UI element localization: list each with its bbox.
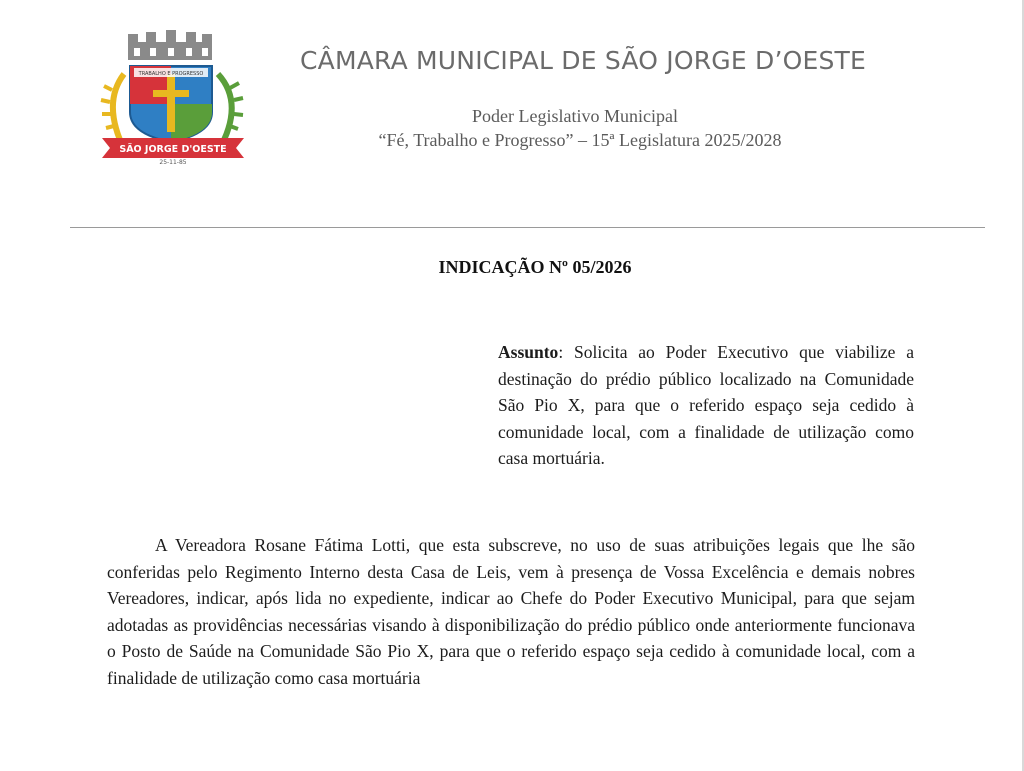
subject-text: : Solicita ao Poder Executivo que viabilize a destinação do prédio público localizado na Comunidade São Pio X, para que o referido espaço seja cedido à comunidade local, com a finalidade de utilização como casa mortuária.: [498, 342, 914, 468]
logo-date-text: 25-11-85: [159, 159, 187, 166]
header-subtitle-2: “Fé, Trabalho e Progresso” – 15ª Legislatura 2025/2028: [378, 130, 782, 150]
document-title: INDICAÇÃO Nº 05/2026: [438, 257, 632, 277]
header-subtitle-1: Poder Legislativo Municipal: [472, 106, 678, 126]
subject-block: [498, 339, 914, 472]
logo-shield-text: TRABALHO E PROGRESSO: [138, 71, 204, 77]
header-divider: [70, 227, 985, 228]
municipal-coat-of-arms-logo: [98, 30, 248, 166]
body-paragraph: A Vereadora Rosane Fátima Lotti, que esta subscreve, no uso de suas atribuições legais que lhe são conferidas pelo Regimento Interno desta Casa de Leis, vem à presença de Vossa Excelência e demais nobres Vereadores, indicar, após lida no expediente, indicar ao Chefe do Poder Executivo Municipal, para que sejam adotadas as providências necessárias visando à disponibilização do prédio público onde anteriormente funcionava o Posto de Saúde na Comunidade São Pio X, para que o referido espaço seja cedido à comunidade local, com a finalidade de utilização como casa mortuária: [107, 535, 915, 688]
logo-banner-text: SÃO JORGE D'OESTE: [119, 144, 227, 155]
subject-label: Assunto: [498, 342, 559, 362]
organization-name: CÂMARA MUNICIPAL DE SÃO JORGE D’OESTE: [300, 46, 867, 75]
